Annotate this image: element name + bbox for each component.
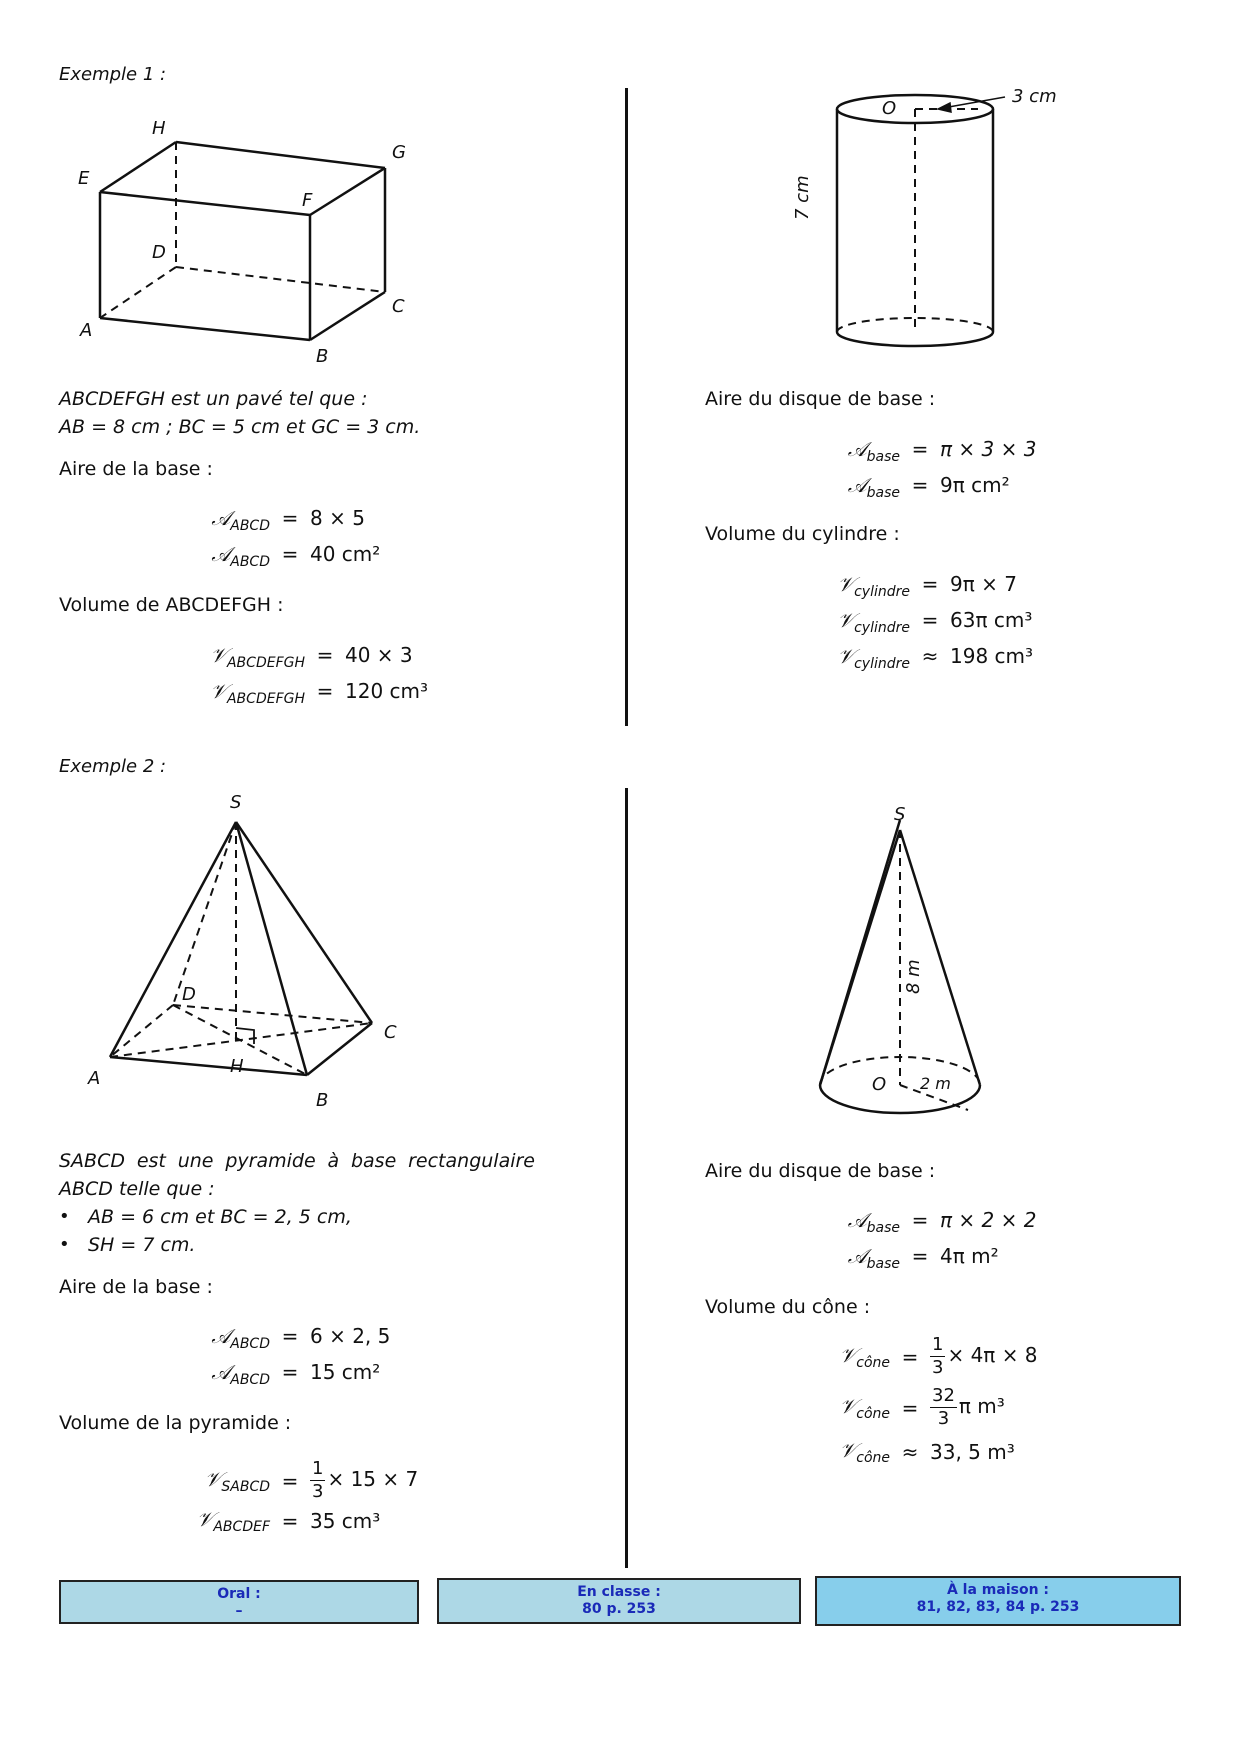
vertex-A-label: A xyxy=(80,320,93,341)
pyramid-vertex-A-label: A xyxy=(88,1068,101,1089)
cuboid-volume-title: Volume de ABCDEFGH : xyxy=(59,594,284,616)
en-classe-value: 80 p. 253 xyxy=(582,1601,656,1617)
cone-radius-label: 2 m xyxy=(920,1074,951,1093)
cone-base-equations: 𝒜$_{base}$ = π × 2 × 2 𝒜$_{base}$ = 4π m² xyxy=(847,1208,1037,1272)
oral-value: – xyxy=(235,1603,243,1619)
cuboid-base-title: Aire de la base : xyxy=(59,458,213,480)
cylinder-height-label: 7 cm xyxy=(792,175,813,220)
cuboid-dimensions: AB = 8 cm ; BC = 5 cm et GC = 3 cm. xyxy=(59,416,421,438)
vertex-E-label: E xyxy=(78,168,90,189)
cuboid-volume-equations: 𝒱$_{ABCDEFGH}$ = 40 × 3 𝒱$_{ABCDEFGH}$ = 120 cm³ xyxy=(210,643,429,707)
cylinder-radius-label: 3 cm xyxy=(1012,86,1057,107)
a-la-maison-box xyxy=(815,1576,1181,1626)
cuboid-base-equations: 𝒜$_{ABCD}$ = 8 × 5 𝒜$_{ABCD}$ = 40 cm² xyxy=(211,506,381,570)
a-la-maison-title: À la maison : xyxy=(946,1582,1050,1598)
cone-height-label: 8 m xyxy=(903,959,924,994)
cuboid-statement: ABCDEFGH est un pavé tel que : xyxy=(59,388,368,410)
pyramid-vertex-B-label: B xyxy=(316,1090,329,1111)
vertex-F-label: F xyxy=(302,190,313,211)
column-divider-bottom xyxy=(625,788,628,1568)
pyramid-bullet-1: AB = 6 cm et BC = 2, 5 cm, xyxy=(88,1206,352,1228)
pyramid-base-title: Aire de la base : xyxy=(59,1276,213,1298)
pyramid-foot-H-label: H xyxy=(230,1056,244,1077)
pyramid-statement-2: ABCD telle que : xyxy=(59,1178,215,1200)
pyramid-bullet-2: SH = 7 cm. xyxy=(88,1234,196,1256)
cylinder-base-title: Aire du disque de base : xyxy=(705,388,936,410)
en-classe-box xyxy=(437,1578,801,1624)
cylinder-base-equations: 𝒜$_{base}$ = π × 3 × 3 𝒜$_{base}$ = 9π cm² xyxy=(847,437,1037,501)
column-divider-top xyxy=(625,88,628,726)
pyramid-apex-S-label: S xyxy=(230,792,242,813)
example-2-heading: Exemple 2 : xyxy=(59,756,167,777)
oral-title: Oral : xyxy=(217,1586,261,1602)
vertex-B-label: B xyxy=(316,346,329,367)
vertex-G-label: G xyxy=(392,142,406,163)
cone-figure xyxy=(790,820,1010,1120)
vertex-H-label: H xyxy=(152,118,166,139)
pyramid-statement: SABCD est une pyramide à base rectangulaire xyxy=(59,1150,535,1172)
oral-box xyxy=(59,1580,419,1624)
vertex-C-label: C xyxy=(392,296,405,317)
a-la-maison-value: 81, 82, 83, 84 p. 253 xyxy=(916,1599,1080,1615)
pyramid-vertex-C-label: C xyxy=(384,1022,397,1043)
vertex-D-label: D xyxy=(152,242,166,263)
cone-apex-S-label: S xyxy=(894,804,906,825)
pyramid-volume-equations: 𝒱$_{SABCD}$ = $\frac{1}{3}$ × 15 × 7 𝒱$_{ABCDEF}$ = 35 cm³ xyxy=(196,1458,419,1535)
cone-base-title: Aire du disque de base : xyxy=(705,1160,936,1182)
bullet-marker: • xyxy=(59,1206,70,1227)
cylinder-center-O-label: O xyxy=(882,98,897,119)
cone-volume-title: Volume du cône : xyxy=(705,1296,871,1318)
en-classe-title: En classe : xyxy=(577,1584,661,1600)
pyramid-volume-title: Volume de la pyramide : xyxy=(59,1412,292,1434)
example-1-heading: Exemple 1 : xyxy=(59,64,167,85)
pyramid-figure xyxy=(0,780,620,1100)
bullet-marker: • xyxy=(59,1234,70,1255)
cylinder-volume-title: Volume du cylindre : xyxy=(705,523,900,545)
pyramid-base-equations: 𝒜$_{ABCD}$ = 6 × 2, 5 𝒜$_{ABCD}$ = 15 cm² xyxy=(211,1324,391,1388)
cone-center-O-label: O xyxy=(872,1074,887,1095)
pyramid-vertex-D-label: D xyxy=(182,984,196,1005)
cone-volume-equations: 𝒱$_{cône}$ = $\frac{1}{3}$ × 4π × 8 𝒱$_{cône}$ = $\frac{32}{3}$ π m³ 𝒱$_{cône}$ ≈ 33, 5 m³ xyxy=(839,1334,1038,1466)
cylinder-volume-equations: 𝒱$_{cylindre}$ = 9π × 7 𝒱$_{cylindre}$ = 63π cm³ 𝒱$_{cylindre}$ ≈ 198 cm³ xyxy=(837,572,1034,672)
